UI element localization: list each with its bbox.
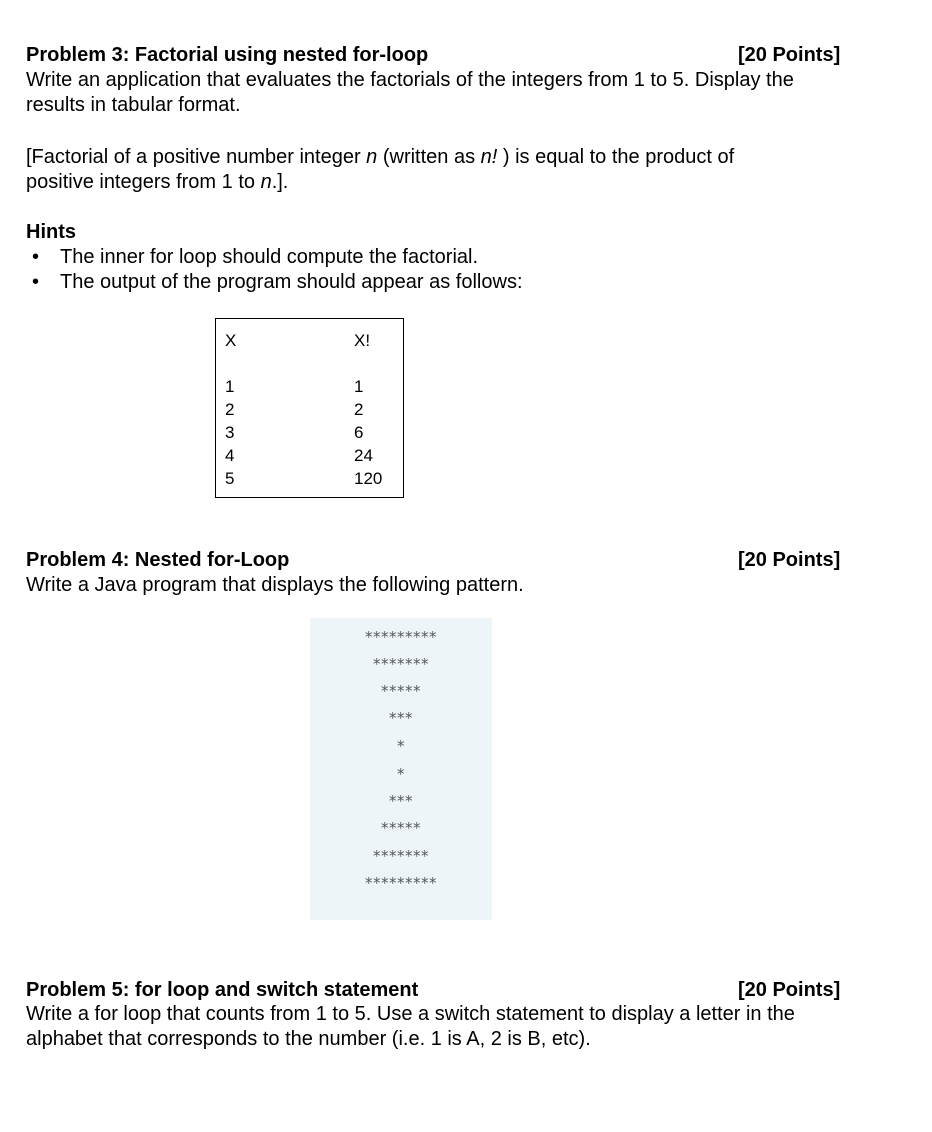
table-cell-x: 5 xyxy=(225,469,235,488)
table-cell-xfact: 2 xyxy=(354,400,364,419)
variable-n: n xyxy=(260,171,272,193)
factorial-definition-line1 xyxy=(26,145,734,170)
definition-text: .]. xyxy=(271,171,289,193)
problem4-title: Problem 4: Nested for-Loop xyxy=(26,549,290,571)
factorial-definition-line2 xyxy=(26,170,288,195)
table-cell-x: 2 xyxy=(225,400,235,419)
star-pattern xyxy=(310,618,492,920)
pattern-row: ******* xyxy=(373,655,429,673)
problem5-description-line1: Write a for loop that counts from 1 to 5. Use a switch statement to display a letter in the xyxy=(26,1003,795,1025)
pattern-row: *** xyxy=(389,792,413,810)
problem3-title: Problem 3: Factorial using nested for-loop xyxy=(26,44,429,66)
pattern-row: * xyxy=(397,737,405,755)
problem4-description: Write a Java program that displays the following pattern. xyxy=(26,574,524,596)
definition-text: positive integers from 1 to xyxy=(26,171,261,193)
variable-n: n xyxy=(366,146,378,168)
table-cell-xfact: 120 xyxy=(354,469,383,488)
problem5-points: [20 Points] xyxy=(738,979,841,1001)
pattern-row: * xyxy=(397,765,405,783)
problem3-description-line2: results in tabular format. xyxy=(26,94,241,116)
problem3-description-line1: Write an application that evaluates the factorials of the integers from 1 to 5. Display the xyxy=(26,69,794,91)
table-cell-x: 1 xyxy=(225,377,235,396)
table-cell-x: 3 xyxy=(225,423,235,442)
hint-item xyxy=(26,270,523,295)
pattern-row: ********* xyxy=(365,628,437,646)
table-cell-xfact: 1 xyxy=(354,377,364,396)
problem4-points: [20 Points] xyxy=(738,549,841,571)
pattern-row: ******* xyxy=(373,847,429,865)
n-factorial: n! xyxy=(480,146,498,168)
table-cell-x: 4 xyxy=(225,446,235,465)
table-header-x: X xyxy=(225,331,237,350)
table-cell-xfact: 6 xyxy=(354,423,364,442)
definition-text: [Factorial of a positive number integer xyxy=(26,146,367,168)
table-header-xfact: X! xyxy=(354,331,371,350)
definition-text: ) is equal to the product of xyxy=(497,146,735,168)
pattern-row: ********* xyxy=(365,874,437,892)
definition-text: (written as xyxy=(377,146,481,168)
hint-text: The inner for loop should compute the factorial. xyxy=(60,246,479,268)
hint-text: The output of the program should appear as follows: xyxy=(60,271,523,293)
hint-item xyxy=(26,245,478,270)
pattern-row: ***** xyxy=(381,819,421,837)
table-cell-xfact: 24 xyxy=(354,446,373,465)
factorial-output-table xyxy=(215,318,404,498)
problem5-title: Problem 5: for loop and switch statement xyxy=(26,979,419,1001)
pattern-row: ***** xyxy=(381,682,421,700)
problem5-description-line2: alphabet that corresponds to the number (i.e. 1 is A, 2 is B, etc). xyxy=(26,1028,591,1050)
hints-title: Hints xyxy=(26,221,76,243)
bullet-icon: • xyxy=(32,246,40,268)
problem3-points: [20 Points] xyxy=(738,44,841,66)
pattern-row: *** xyxy=(389,709,413,727)
bullet-icon: • xyxy=(32,271,40,293)
